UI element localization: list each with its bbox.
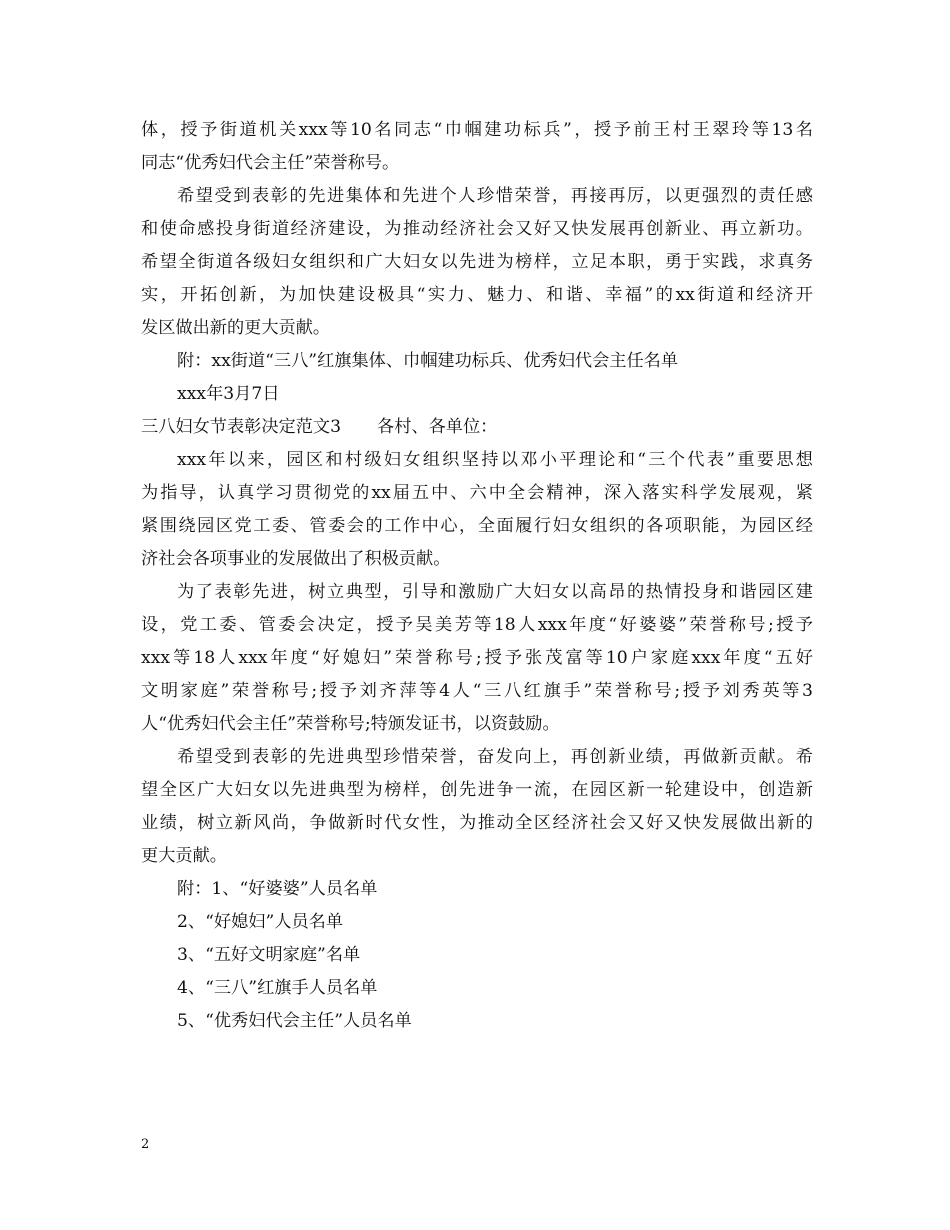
text-line: 希望受到表彰的先进集体和先进个人珍惜荣誉，再接再厉，以更强烈的责任感: [177, 186, 813, 206]
text-line: 文明家庭”荣誉称号;授予刘齐萍等4人“三八红旗手”荣誉称号;授予刘秀英等3: [141, 681, 813, 701]
text-line: 设，党工委、管委会决定，授予吴美芳等18人xxx年度“好婆婆”荣誉称号;授予: [141, 615, 813, 635]
text-line: 体，授予街道机关xxx等10名同志“巾帼建功标兵”，授予前王村王翠玲等13名: [141, 120, 813, 140]
text-line: 业绩，树立新风尚，争做新时代女性，为推动全区经济社会又好又快发展做出新的: [141, 813, 813, 833]
paragraph: [141, 576, 813, 741]
text-line: 希望全街道各级妇女组织和广大妇女以先进为榜样，立足本职，勇于实践，求真务: [141, 252, 813, 272]
text-line: 济社会各项事业的发展做出了积极贡献。: [141, 549, 451, 569]
document-body: [141, 114, 813, 1038]
text-line: 为了表彰先进，树立典型，引导和激励广大妇女以高昂的热情投身和谐园区建: [177, 582, 813, 602]
text-line: 发区做出新的更大贡献。: [141, 318, 331, 338]
attachment-item: 5、“优秀妇代会主任”人员名单: [177, 1011, 412, 1031]
text-line: 同志“优秀妇代会主任”荣誉称号。: [141, 153, 400, 173]
text-line: xxx年3月7日: [177, 384, 280, 404]
text-line: 实，开拓创新，为加快建设极具“实力、魅力、和谐、幸福”的xx街道和经济开: [141, 285, 813, 305]
text-line: xxx年以来，园区和村级妇女组织坚持以邓小平理论和“三个代表”重要思想: [177, 450, 813, 470]
attachment-list: [141, 873, 813, 1038]
attachment-item: 2、“好媳妇”人员名单: [177, 912, 344, 932]
paragraph: [141, 444, 813, 576]
attachment-item: 3、“五好文明家庭”名单: [177, 945, 361, 965]
section-title: 三八妇女节表彰决定范文3: [141, 417, 341, 437]
document-date: [141, 378, 813, 411]
text-line: 望全区广大妇女以先进典型为榜样，创先进争一流，在园区新一轮建设中，创造新: [141, 780, 813, 800]
text-line: 为指导，认真学习贯彻党的xx届五中、六中全会精神，深入落实科学发展观，紧: [141, 483, 813, 503]
text-line: 和使命感投身街道经济建设，为推动经济社会又好又快发展再创新业、再立新功。: [141, 219, 813, 239]
text-line: 希望受到表彰的先进典型珍惜荣誉，奋发向上，再创新业绩，再做新贡献。希: [177, 747, 813, 767]
paragraph: [141, 180, 813, 345]
salutation: 各村、各单位：: [377, 417, 498, 437]
section-heading: [141, 411, 813, 444]
text-line: xxx等18人xxx年度“好媳妇”荣誉称号;授予张茂富等10户家庭xxx年度“五好: [141, 648, 813, 668]
paragraph: [141, 741, 813, 873]
text-line: 附：xx街道“三八”红旗集体、巾帼建功标兵、优秀妇代会主任名单: [177, 351, 679, 371]
text-line: 人“优秀妇代会主任”荣誉称号;特颁发证书，以资鼓励。: [141, 714, 560, 734]
attachment-item: 4、“三八”红旗手人员名单: [177, 978, 378, 998]
text-line: 紧围绕园区党工委、管委会的工作中心，全面履行妇女组织的各项职能，为园区经: [141, 516, 813, 536]
attachment-note: [141, 345, 813, 378]
attachment-item: 附：1、“好婆婆”人员名单: [177, 879, 378, 899]
page-number: 2: [141, 1137, 150, 1152]
paragraph: [141, 114, 813, 180]
text-line: 更大贡献。: [141, 846, 227, 866]
